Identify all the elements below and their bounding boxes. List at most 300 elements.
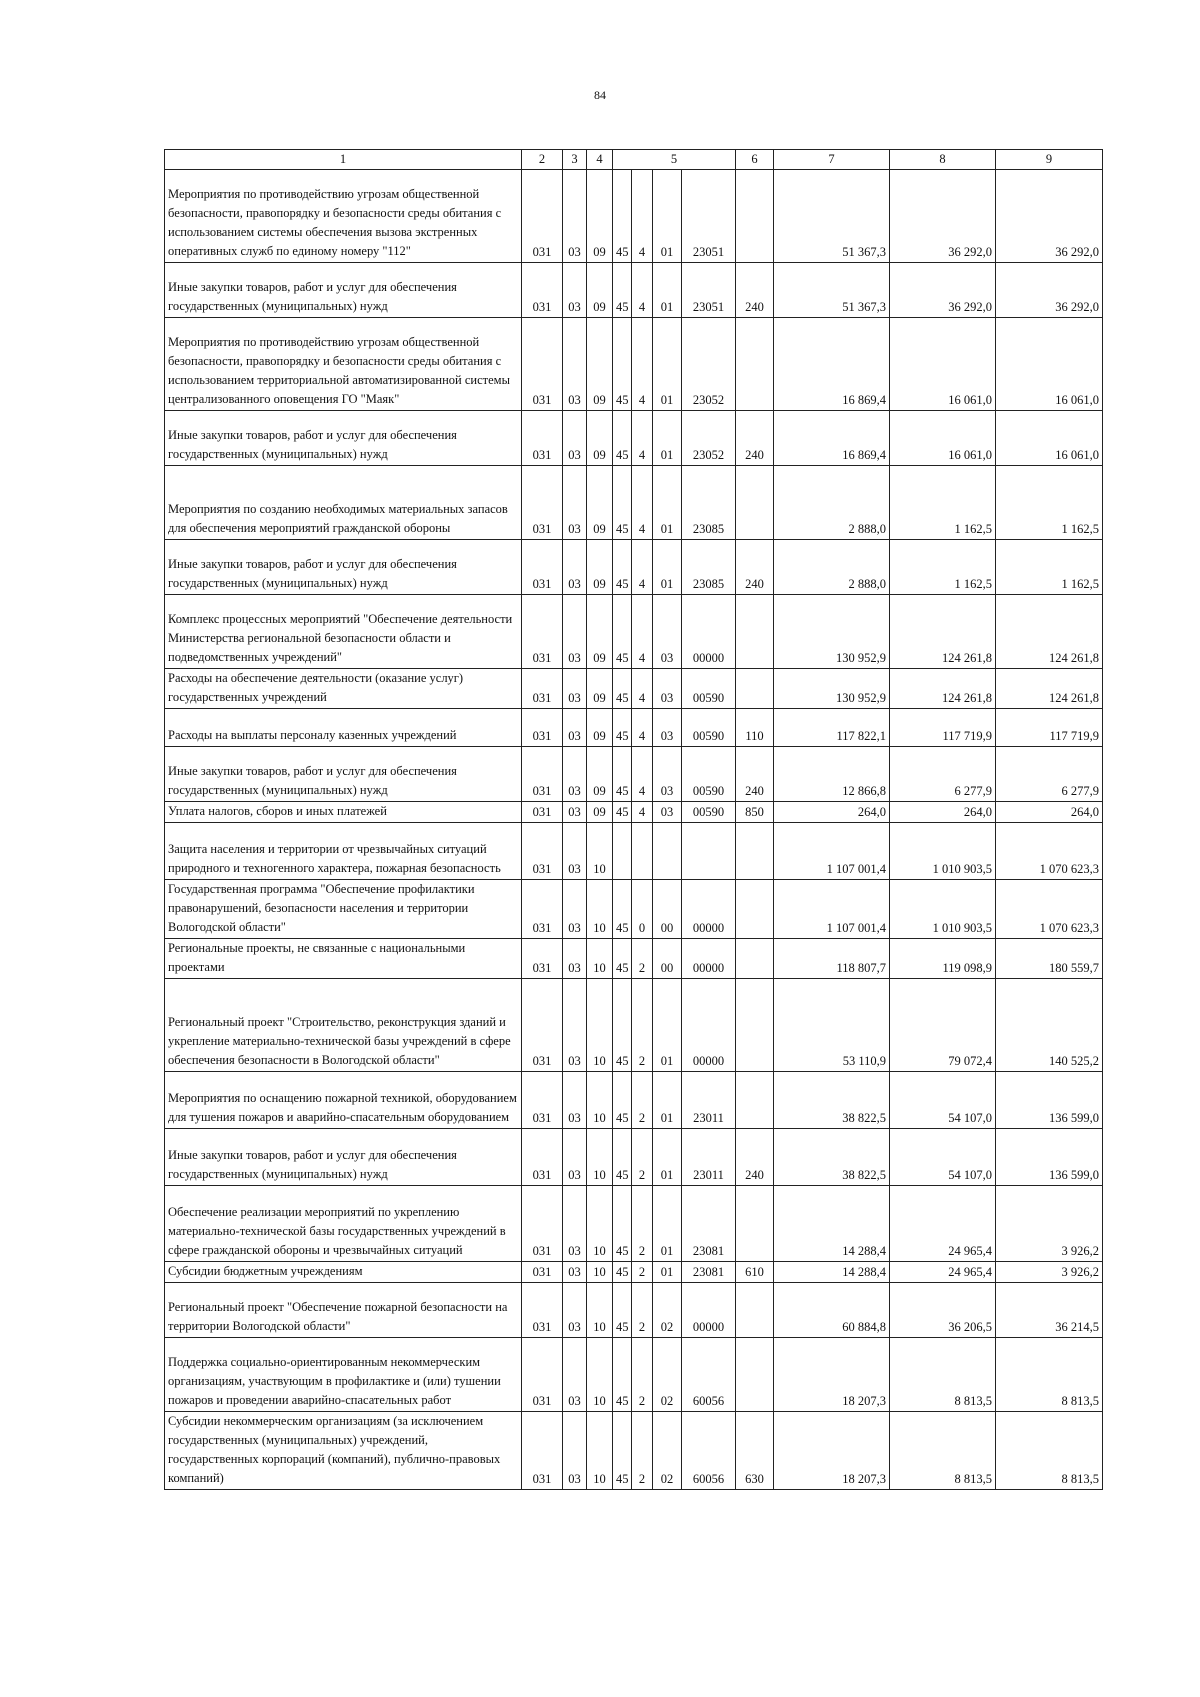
row-code-4: 10 <box>587 880 613 939</box>
row-code-5-subprogram <box>632 823 653 880</box>
row-code-5-event: 00 <box>653 939 682 979</box>
row-code-5-direction: 23052 <box>682 318 736 411</box>
row-code-5-subprogram: 2 <box>632 1283 653 1338</box>
row-name: Субсидии некоммерческим организациям (за исключением государственных (муниципальных) учреждений, государственных корпораций (компаний), публично-правовых компаний) <box>165 1412 522 1490</box>
table-row <box>165 669 1103 709</box>
row-code-5-direction: 23051 <box>682 170 736 263</box>
row-value-9: 8 813,5 <box>996 1412 1103 1490</box>
row-value-7: 14 288,4 <box>774 1186 890 1262</box>
row-code-6 <box>736 595 774 669</box>
row-name: Уплата налогов, сборов и иных платежей <box>165 802 522 823</box>
row-name: Иные закупки товаров, работ и услуг для обеспечения государственных (муниципальных) нужд <box>165 540 522 595</box>
row-code-6 <box>736 170 774 263</box>
table-body <box>165 170 1103 1490</box>
row-code-5-program: 45 <box>613 1072 632 1129</box>
table-row <box>165 939 1103 979</box>
table-row <box>165 823 1103 880</box>
row-value-9: 1 162,5 <box>996 466 1103 540</box>
row-value-8: 24 965,4 <box>890 1262 996 1283</box>
row-code-3: 03 <box>563 263 587 318</box>
row-value-7: 2 888,0 <box>774 540 890 595</box>
header-col-2: 2 <box>522 150 563 170</box>
row-code-3: 03 <box>563 1412 587 1490</box>
row-name: Комплекс процессных мероприятий "Обеспечение деятельности Министерства региональной безопасности области и подведомственных учреждений" <box>165 595 522 669</box>
row-value-9: 140 525,2 <box>996 979 1103 1072</box>
header-col-8: 8 <box>890 150 996 170</box>
row-code-5-direction: 23085 <box>682 540 736 595</box>
row-value-7: 130 952,9 <box>774 669 890 709</box>
row-value-7: 14 288,4 <box>774 1262 890 1283</box>
row-code-4: 10 <box>587 1338 613 1412</box>
row-code-5-program: 45 <box>613 880 632 939</box>
row-code-5-program: 45 <box>613 1262 632 1283</box>
row-code-5-subprogram: 4 <box>632 411 653 466</box>
table-row <box>165 466 1103 540</box>
row-code-2: 031 <box>522 1412 563 1490</box>
row-value-8: 1 162,5 <box>890 466 996 540</box>
row-value-9: 124 261,8 <box>996 595 1103 669</box>
row-value-9: 136 599,0 <box>996 1129 1103 1186</box>
row-code-5-event: 03 <box>653 709 682 747</box>
row-code-5-event: 02 <box>653 1412 682 1490</box>
row-code-5-subprogram: 2 <box>632 1072 653 1129</box>
row-value-8: 117 719,9 <box>890 709 996 747</box>
row-code-6: 610 <box>736 1262 774 1283</box>
row-code-3: 03 <box>563 709 587 747</box>
row-name: Расходы на выплаты персоналу казенных учреждений <box>165 709 522 747</box>
header-col-5: 5 <box>613 150 736 170</box>
row-code-5-program: 45 <box>613 1338 632 1412</box>
table-row <box>165 540 1103 595</box>
row-code-5-direction: 23011 <box>682 1072 736 1129</box>
row-code-5-direction: 00000 <box>682 1283 736 1338</box>
row-code-4: 09 <box>587 263 613 318</box>
row-code-4: 09 <box>587 669 613 709</box>
row-code-5-event: 01 <box>653 540 682 595</box>
row-code-5-subprogram: 4 <box>632 263 653 318</box>
row-value-8: 1 162,5 <box>890 540 996 595</box>
row-value-8: 36 206,5 <box>890 1283 996 1338</box>
row-value-7: 16 869,4 <box>774 318 890 411</box>
row-value-7: 51 367,3 <box>774 170 890 263</box>
table-row <box>165 880 1103 939</box>
row-code-4: 09 <box>587 466 613 540</box>
row-code-2: 031 <box>522 411 563 466</box>
row-value-9: 3 926,2 <box>996 1186 1103 1262</box>
row-code-5-direction: 00000 <box>682 595 736 669</box>
table-row <box>165 1072 1103 1129</box>
row-code-5-program: 45 <box>613 709 632 747</box>
row-value-8: 24 965,4 <box>890 1186 996 1262</box>
row-code-6 <box>736 939 774 979</box>
table-row <box>165 979 1103 1072</box>
row-code-2: 031 <box>522 263 563 318</box>
row-code-2: 031 <box>522 1129 563 1186</box>
row-code-6: 240 <box>736 263 774 318</box>
row-code-5-direction: 60056 <box>682 1412 736 1490</box>
row-code-3: 03 <box>563 595 587 669</box>
row-code-3: 03 <box>563 1283 587 1338</box>
row-code-5-event: 01 <box>653 411 682 466</box>
row-name: Иные закупки товаров, работ и услуг для обеспечения государственных (муниципальных) нужд <box>165 1129 522 1186</box>
row-code-5-direction: 00590 <box>682 669 736 709</box>
table-row <box>165 747 1103 802</box>
row-code-5-direction: 00590 <box>682 802 736 823</box>
row-code-3: 03 <box>563 802 587 823</box>
row-code-5-subprogram: 4 <box>632 747 653 802</box>
row-value-9: 8 813,5 <box>996 1338 1103 1412</box>
row-value-7: 53 110,9 <box>774 979 890 1072</box>
row-code-2: 031 <box>522 466 563 540</box>
row-name: Иные закупки товаров, работ и услуг для обеспечения государственных (муниципальных) нужд <box>165 411 522 466</box>
row-code-3: 03 <box>563 411 587 466</box>
row-value-9: 136 599,0 <box>996 1072 1103 1129</box>
row-value-7: 130 952,9 <box>774 595 890 669</box>
row-code-2: 031 <box>522 1338 563 1412</box>
row-code-3: 03 <box>563 823 587 880</box>
row-code-5-direction <box>682 823 736 880</box>
row-code-5-direction: 23081 <box>682 1262 736 1283</box>
row-name: Субсидии бюджетным учреждениям <box>165 1262 522 1283</box>
row-code-4: 10 <box>587 979 613 1072</box>
row-value-9: 124 261,8 <box>996 669 1103 709</box>
row-value-8: 36 292,0 <box>890 170 996 263</box>
row-value-7: 118 807,7 <box>774 939 890 979</box>
row-value-8: 54 107,0 <box>890 1129 996 1186</box>
row-code-5-event: 03 <box>653 802 682 823</box>
row-code-6: 240 <box>736 1129 774 1186</box>
row-value-9: 180 559,7 <box>996 939 1103 979</box>
row-code-5-program <box>613 823 632 880</box>
header-col-9: 9 <box>996 150 1103 170</box>
row-value-8: 1 010 903,5 <box>890 880 996 939</box>
row-code-5-event: 03 <box>653 669 682 709</box>
row-value-9: 1 162,5 <box>996 540 1103 595</box>
row-code-5-subprogram: 4 <box>632 709 653 747</box>
row-value-9: 117 719,9 <box>996 709 1103 747</box>
row-code-3: 03 <box>563 747 587 802</box>
row-value-7: 38 822,5 <box>774 1129 890 1186</box>
row-value-7: 2 888,0 <box>774 466 890 540</box>
row-code-6: 850 <box>736 802 774 823</box>
row-code-2: 031 <box>522 939 563 979</box>
row-code-2: 031 <box>522 1262 563 1283</box>
row-code-5-event <box>653 823 682 880</box>
row-name: Мероприятия по противодействию угрозам общественной безопасности, правопорядку и безопасности среды обитания с использованием системы обеспечения вызова экстренных оперативных служб по единому номеру "112" <box>165 170 522 263</box>
row-name: Государственная программа "Обеспечение профилактики правонарушений, безопасности населения и территории Вологодской области" <box>165 880 522 939</box>
row-code-5-direction: 00590 <box>682 747 736 802</box>
row-value-9: 264,0 <box>996 802 1103 823</box>
row-code-4: 10 <box>587 1129 613 1186</box>
row-code-6 <box>736 466 774 540</box>
row-value-8: 1 010 903,5 <box>890 823 996 880</box>
row-code-5-program: 45 <box>613 1412 632 1490</box>
row-code-5-event: 01 <box>653 170 682 263</box>
row-value-9: 3 926,2 <box>996 1262 1103 1283</box>
header-col-4: 4 <box>587 150 613 170</box>
row-code-2: 031 <box>522 823 563 880</box>
header-col-3: 3 <box>563 150 587 170</box>
row-code-4: 09 <box>587 318 613 411</box>
row-code-5-program: 45 <box>613 669 632 709</box>
row-code-5-event: 02 <box>653 1338 682 1412</box>
row-value-8: 8 813,5 <box>890 1412 996 1490</box>
row-value-7: 1 107 001,4 <box>774 823 890 880</box>
row-code-2: 031 <box>522 709 563 747</box>
table-row <box>165 318 1103 411</box>
table-row <box>165 1262 1103 1283</box>
row-code-6 <box>736 318 774 411</box>
row-code-3: 03 <box>563 669 587 709</box>
row-code-5-event: 01 <box>653 263 682 318</box>
row-name: Региональные проекты, не связанные с национальными проектами <box>165 939 522 979</box>
row-value-8: 6 277,9 <box>890 747 996 802</box>
row-value-7: 18 207,3 <box>774 1338 890 1412</box>
row-code-5-direction: 23052 <box>682 411 736 466</box>
row-code-2: 031 <box>522 669 563 709</box>
row-code-5-program: 45 <box>613 747 632 802</box>
row-value-8: 54 107,0 <box>890 1072 996 1129</box>
row-code-2: 031 <box>522 880 563 939</box>
table-row <box>165 1283 1103 1338</box>
row-name: Мероприятия по оснащению пожарной техникой, оборудованием для тушения пожаров и аварийно-спасательным оборудованием <box>165 1072 522 1129</box>
row-code-6: 240 <box>736 411 774 466</box>
row-code-2: 031 <box>522 747 563 802</box>
row-code-5-program: 45 <box>613 939 632 979</box>
row-code-3: 03 <box>563 466 587 540</box>
row-name: Иные закупки товаров, работ и услуг для обеспечения государственных (муниципальных) нужд <box>165 263 522 318</box>
row-value-8: 36 292,0 <box>890 263 996 318</box>
row-name: Мероприятия по противодействию угрозам общественной безопасности, правопорядку и безопасности среды обитания с использованием территориальной автоматизированной системы централизованного оповещения ГО "Маяк" <box>165 318 522 411</box>
row-code-5-direction: 00000 <box>682 979 736 1072</box>
row-value-9: 16 061,0 <box>996 411 1103 466</box>
row-code-6 <box>736 669 774 709</box>
row-code-2: 031 <box>522 802 563 823</box>
row-value-7: 18 207,3 <box>774 1412 890 1490</box>
row-value-8: 124 261,8 <box>890 595 996 669</box>
row-code-6: 630 <box>736 1412 774 1490</box>
row-code-2: 031 <box>522 170 563 263</box>
table-row <box>165 802 1103 823</box>
table-row <box>165 1412 1103 1490</box>
row-value-7: 51 367,3 <box>774 263 890 318</box>
row-code-5-event: 01 <box>653 1262 682 1283</box>
row-code-5-program: 45 <box>613 318 632 411</box>
table-row <box>165 1129 1103 1186</box>
row-code-4: 09 <box>587 540 613 595</box>
table-row <box>165 709 1103 747</box>
table-header <box>165 150 1103 170</box>
row-value-7: 38 822,5 <box>774 1072 890 1129</box>
row-code-5-direction: 00000 <box>682 939 736 979</box>
row-code-5-event: 01 <box>653 466 682 540</box>
row-code-5-event: 00 <box>653 880 682 939</box>
row-code-4: 09 <box>587 411 613 466</box>
row-code-5-program: 45 <box>613 1129 632 1186</box>
row-code-5-event: 01 <box>653 979 682 1072</box>
row-name: Иные закупки товаров, работ и услуг для обеспечения государственных (муниципальных) нужд <box>165 747 522 802</box>
row-code-5-event: 02 <box>653 1283 682 1338</box>
row-code-5-subprogram: 2 <box>632 1129 653 1186</box>
row-code-5-subprogram: 2 <box>632 979 653 1072</box>
row-code-5-event: 03 <box>653 595 682 669</box>
header-row <box>165 150 1103 170</box>
row-value-8: 16 061,0 <box>890 411 996 466</box>
row-code-3: 03 <box>563 1186 587 1262</box>
row-code-5-direction: 23051 <box>682 263 736 318</box>
row-code-2: 031 <box>522 595 563 669</box>
row-code-5-subprogram: 4 <box>632 669 653 709</box>
row-code-5-event: 01 <box>653 318 682 411</box>
header-col-7: 7 <box>774 150 890 170</box>
row-code-5-subprogram: 2 <box>632 1262 653 1283</box>
row-code-5-subprogram: 2 <box>632 1338 653 1412</box>
row-value-8: 264,0 <box>890 802 996 823</box>
row-value-8: 124 261,8 <box>890 669 996 709</box>
row-value-9: 36 292,0 <box>996 263 1103 318</box>
row-value-9: 36 292,0 <box>996 170 1103 263</box>
table-row <box>165 411 1103 466</box>
row-value-9: 36 214,5 <box>996 1283 1103 1338</box>
row-code-5-event: 01 <box>653 1129 682 1186</box>
row-code-3: 03 <box>563 1338 587 1412</box>
row-code-2: 031 <box>522 540 563 595</box>
row-code-5-program: 45 <box>613 466 632 540</box>
row-value-7: 16 869,4 <box>774 411 890 466</box>
row-code-6: 240 <box>736 747 774 802</box>
row-code-5-subprogram: 2 <box>632 1412 653 1490</box>
row-code-2: 031 <box>522 1283 563 1338</box>
row-code-4: 09 <box>587 595 613 669</box>
row-code-5-subprogram: 2 <box>632 1186 653 1262</box>
row-code-5-direction: 23011 <box>682 1129 736 1186</box>
row-name: Мероприятия по созданию необходимых материальных запасов для обеспечения мероприятий гражданской обороны <box>165 466 522 540</box>
row-value-9: 16 061,0 <box>996 318 1103 411</box>
row-code-6 <box>736 880 774 939</box>
row-code-6 <box>736 1186 774 1262</box>
row-code-5-program: 45 <box>613 802 632 823</box>
row-code-4: 10 <box>587 823 613 880</box>
row-value-9: 6 277,9 <box>996 747 1103 802</box>
table-row <box>165 595 1103 669</box>
row-code-5-subprogram: 4 <box>632 595 653 669</box>
row-name: Обеспечение реализации мероприятий по укреплению материально-технической базы государственных учреждений в сфере гражданской обороны и чрезвычайных ситуаций <box>165 1186 522 1262</box>
row-name: Региональный проект "Обеспечение пожарной безопасности на территории Вологодской области" <box>165 1283 522 1338</box>
row-code-3: 03 <box>563 1262 587 1283</box>
row-code-3: 03 <box>563 540 587 595</box>
row-code-5-program: 45 <box>613 1186 632 1262</box>
row-code-5-subprogram: 4 <box>632 466 653 540</box>
header-col-6: 6 <box>736 150 774 170</box>
row-code-6 <box>736 823 774 880</box>
row-code-3: 03 <box>563 170 587 263</box>
row-code-6 <box>736 1338 774 1412</box>
row-code-5-direction: 23081 <box>682 1186 736 1262</box>
row-code-5-subprogram: 4 <box>632 802 653 823</box>
row-code-3: 03 <box>563 979 587 1072</box>
row-code-5-subprogram: 0 <box>632 880 653 939</box>
row-code-4: 10 <box>587 1072 613 1129</box>
row-value-7: 1 107 001,4 <box>774 880 890 939</box>
row-value-9: 1 070 623,3 <box>996 880 1103 939</box>
row-code-5-program: 45 <box>613 263 632 318</box>
row-code-4: 09 <box>587 170 613 263</box>
table-row <box>165 170 1103 263</box>
row-name: Поддержка социально-ориентированным некоммерческим организациям, участвующим в профилактике и (или) тушении пожаров и проведении аварийно-спасательных работ <box>165 1338 522 1412</box>
row-code-3: 03 <box>563 1129 587 1186</box>
row-code-5-event: 03 <box>653 747 682 802</box>
row-code-5-direction: 00000 <box>682 880 736 939</box>
row-value-8: 16 061,0 <box>890 318 996 411</box>
row-value-7: 117 822,1 <box>774 709 890 747</box>
row-value-7: 60 884,8 <box>774 1283 890 1338</box>
row-value-7: 264,0 <box>774 802 890 823</box>
row-code-5-program: 45 <box>613 979 632 1072</box>
row-value-8: 79 072,4 <box>890 979 996 1072</box>
row-value-8: 119 098,9 <box>890 939 996 979</box>
row-value-9: 1 070 623,3 <box>996 823 1103 880</box>
row-code-3: 03 <box>563 318 587 411</box>
row-value-7: 12 866,8 <box>774 747 890 802</box>
row-code-5-subprogram: 4 <box>632 170 653 263</box>
row-code-5-program: 45 <box>613 1283 632 1338</box>
row-code-4: 10 <box>587 1412 613 1490</box>
row-code-4: 10 <box>587 1262 613 1283</box>
row-code-5-program: 45 <box>613 595 632 669</box>
row-code-4: 09 <box>587 802 613 823</box>
page-number: 84 <box>594 88 606 102</box>
row-code-5-event: 01 <box>653 1186 682 1262</box>
row-code-2: 031 <box>522 1072 563 1129</box>
row-code-4: 10 <box>587 939 613 979</box>
row-value-8: 8 813,5 <box>890 1338 996 1412</box>
row-code-4: 10 <box>587 1186 613 1262</box>
row-code-5-direction: 23085 <box>682 466 736 540</box>
row-code-4: 10 <box>587 1283 613 1338</box>
row-code-2: 031 <box>522 979 563 1072</box>
row-code-6 <box>736 979 774 1072</box>
row-code-5-direction: 60056 <box>682 1338 736 1412</box>
row-code-4: 09 <box>587 747 613 802</box>
row-code-5-program: 45 <box>613 411 632 466</box>
row-code-6 <box>736 1283 774 1338</box>
row-code-3: 03 <box>563 1072 587 1129</box>
row-code-3: 03 <box>563 880 587 939</box>
row-code-6: 240 <box>736 540 774 595</box>
row-name: Региональный проект "Строительство, реконструкция зданий и укрепление материально-технической базы учреждений в сфере обеспечения безопасности в Вологодской области" <box>165 979 522 1072</box>
row-code-2: 031 <box>522 1186 563 1262</box>
row-code-6 <box>736 1072 774 1129</box>
header-col-1: 1 <box>165 150 522 170</box>
row-code-5-subprogram: 2 <box>632 939 653 979</box>
row-code-2: 031 <box>522 318 563 411</box>
row-code-3: 03 <box>563 939 587 979</box>
table-row <box>165 1338 1103 1412</box>
row-code-5-program: 45 <box>613 170 632 263</box>
row-code-6: 110 <box>736 709 774 747</box>
budget-table <box>164 149 1103 1490</box>
row-code-5-subprogram: 4 <box>632 318 653 411</box>
row-code-4: 09 <box>587 709 613 747</box>
row-code-5-subprogram: 4 <box>632 540 653 595</box>
row-code-5-event: 01 <box>653 1072 682 1129</box>
table-row <box>165 263 1103 318</box>
row-name: Защита населения и территории от чрезвычайных ситуаций природного и техногенного характера, пожарная безопасность <box>165 823 522 880</box>
table-row <box>165 1186 1103 1262</box>
row-code-5-direction: 00590 <box>682 709 736 747</box>
row-code-5-program: 45 <box>613 540 632 595</box>
row-name: Расходы на обеспечение деятельности (оказание услуг) государственных учреждений <box>165 669 522 709</box>
